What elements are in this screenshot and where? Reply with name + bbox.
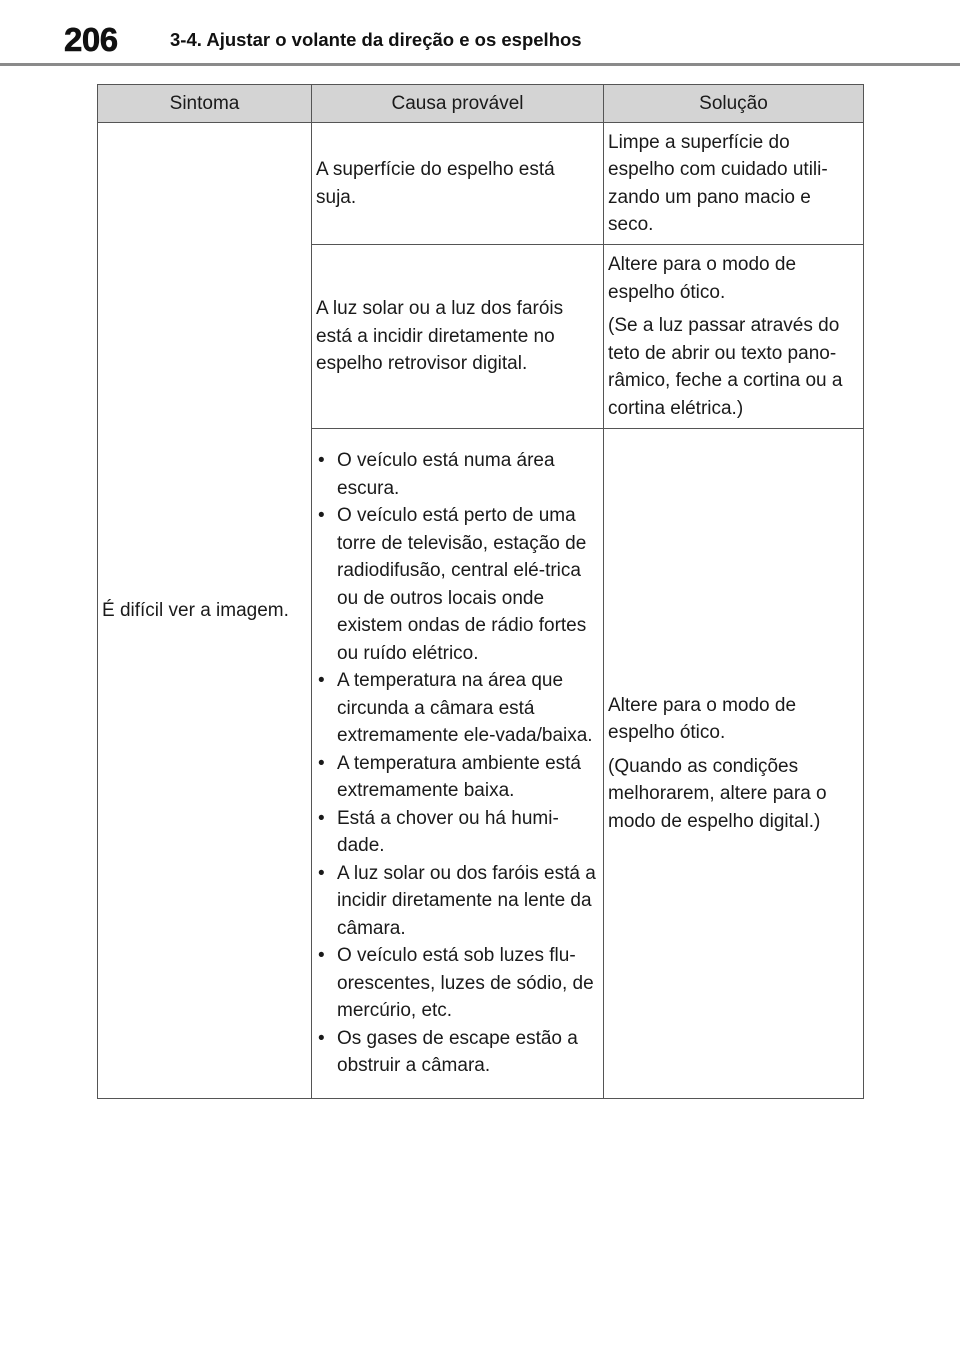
list-item: • A luz solar ou dos faróis está a incidir diretamente na lente da câmara.: [316, 860, 599, 943]
column-header-solution: Solução: [604, 85, 864, 123]
solution-note: (Se a luz passar através do teto de abrir ou texto pano-râmico, feche a cortina ou a cortina elétrica.): [608, 315, 843, 419]
column-header-symptom: Sintoma: [98, 85, 312, 123]
cause-list: [316, 447, 599, 1080]
list-item: • O veículo está numa área escura.: [316, 447, 599, 502]
solution-cell: [604, 123, 864, 245]
table-header-row: [98, 85, 864, 123]
page-header: [0, 0, 960, 66]
column-header-cause: Causa provável: [312, 85, 604, 123]
cause-cell: [312, 245, 604, 429]
table-row: [98, 123, 864, 245]
cause-text: A superfície do espelho está suja.: [316, 159, 555, 208]
solution-note: (Quando as condições melhorarem, altere para o modo de espelho digital.): [608, 755, 827, 832]
solution-cell: [604, 429, 864, 1099]
list-item: • O veículo está perto de uma torre de televisão, estação de radiodifusão, central elé-trica ou de outros locais onde existem ondas de rádio fortes ou ruído elétrico.: [316, 502, 599, 667]
solution-cell: [604, 245, 864, 429]
solution-text: Altere para o modo de espelho ótico.: [608, 694, 797, 744]
cause-cell: [312, 123, 604, 245]
section-title: 3-4. Ajustar o volante da direção e os espelhos: [170, 29, 582, 50]
cause-cell: [312, 429, 604, 1099]
troubleshooting-table: [97, 84, 864, 1099]
page-number: 206: [64, 21, 118, 58]
list-item: • Está a chover ou há humi-dade.: [316, 805, 599, 860]
list-item: • A temperatura na área que circunda a câmara está extremamente ele-vada/baixa.: [316, 667, 599, 750]
list-item: • A temperatura ambiente está extremamente baixa.: [316, 750, 599, 805]
list-item: • Os gases de escape estão a obstruir a câmara.: [316, 1025, 599, 1080]
cause-text: A luz solar ou a luz dos faróis está a incidir diretamente no espelho retrovisor digital.: [316, 298, 564, 375]
solution-text: Altere para o modo de espelho ótico.: [608, 254, 797, 303]
list-item: • O veículo está sob luzes flu-orescentes, luzes de sódio, de mercúrio, etc.: [316, 942, 599, 1025]
solution-text: Limpe a superfície do espelho com cuidado utili-zando um pano macio e seco.: [608, 131, 828, 235]
symptom-cell: É difícil ver a imagem.: [98, 123, 312, 1099]
header-divider: [0, 63, 960, 66]
